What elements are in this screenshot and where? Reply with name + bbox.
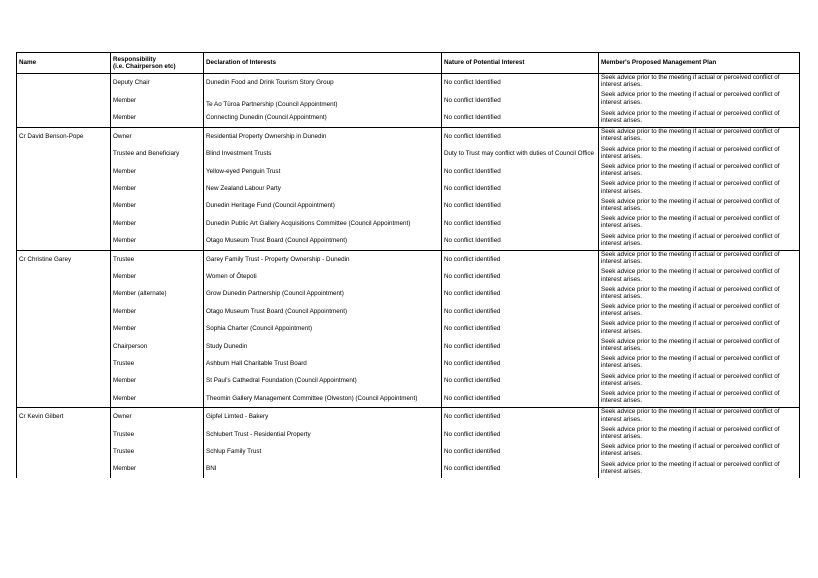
member-name bbox=[17, 233, 111, 251]
responsibility-cell: Member bbox=[111, 215, 204, 232]
management-plan-cell: Seek advice prior to the meeting if actual or perceived conflict of interest arises. bbox=[599, 91, 800, 109]
declaration-cell: Women of Ōtepoti bbox=[204, 268, 442, 285]
management-plan-cell: Seek advice prior to the meeting if actual or perceived conflict of interest arises. bbox=[599, 408, 800, 426]
table-row bbox=[17, 426, 800, 443]
table-row bbox=[17, 163, 800, 180]
member-name bbox=[17, 110, 111, 128]
responsibility-cell: Member bbox=[111, 180, 204, 197]
declaration-cell: Schlup Family Trust bbox=[204, 443, 442, 460]
declaration-cell: Dunedin Public Art Gallery Acquisitions Committee (Council Appointment) bbox=[204, 215, 442, 232]
nature-cell: No conflict identified bbox=[442, 426, 599, 443]
management-plan-cell: Seek advice prior to the meeting if actual or perceived conflict of interest arises. bbox=[599, 373, 800, 390]
header-nature: Nature of Potential Interest bbox=[442, 53, 599, 74]
declaration-cell: Grow Dunedin Partnership (Council Appointment) bbox=[204, 286, 442, 303]
nature-cell: No conflict Identified bbox=[442, 110, 599, 128]
declaration-cell: Ashburn Hall Charitable Trust Board bbox=[204, 355, 442, 372]
nature-cell: No conflict Identified bbox=[442, 163, 599, 180]
management-plan-cell: Seek advice prior to the meeting if actual or perceived conflict of interest arises. bbox=[599, 461, 800, 478]
management-plan-cell: Seek advice prior to the meeting if actual or perceived conflict of interest arises. bbox=[599, 215, 800, 232]
member-name: Cr Christine Garey bbox=[17, 250, 111, 268]
nature-cell: No conflict Identified bbox=[442, 233, 599, 251]
nature-cell: No conflict identified bbox=[442, 338, 599, 355]
member-name bbox=[17, 426, 111, 443]
management-plan-cell: Seek advice prior to the meeting if actual or perceived conflict of interest arises. bbox=[599, 198, 800, 215]
nature-cell: No conflict Identified bbox=[442, 128, 599, 146]
nature-cell: No conflict identified bbox=[442, 303, 599, 320]
table-row bbox=[17, 338, 800, 355]
declaration-cell: Study Dunedin bbox=[204, 338, 442, 355]
member-name bbox=[17, 180, 111, 197]
declaration-cell: Gipfel Limted - Bakery bbox=[204, 408, 442, 426]
member-name bbox=[17, 268, 111, 285]
member-name bbox=[17, 355, 111, 372]
management-plan-cell: Seek advice prior to the meeting if actual or perceived conflict of interest arises. bbox=[599, 426, 800, 443]
responsibility-cell: Member bbox=[111, 303, 204, 320]
nature-cell: No conflict identified bbox=[442, 286, 599, 303]
member-name bbox=[17, 461, 111, 478]
management-plan-cell: Seek advice prior to the meeting if actual or perceived conflict of interest arises. bbox=[599, 128, 800, 146]
declaration-cell: Blind Investment Trusts bbox=[204, 146, 442, 163]
header-name: Name bbox=[17, 53, 111, 74]
responsibility-cell: Member bbox=[111, 461, 204, 478]
declaration-cell: Dunedin Heritage Fund (Council Appointment) bbox=[204, 198, 442, 215]
responsibility-cell: Deputy Chair bbox=[111, 74, 204, 92]
management-plan-cell: Seek advice prior to the meeting if actual or perceived conflict of interest arises. bbox=[599, 286, 800, 303]
management-plan-cell: Seek advice prior to the meeting if actual or perceived conflict of interest arises. bbox=[599, 303, 800, 320]
table-row bbox=[17, 91, 800, 109]
nature-cell: No conflict Identified bbox=[442, 180, 599, 197]
responsibility-cell: Owner bbox=[111, 128, 204, 146]
interests-table bbox=[16, 52, 800, 478]
declaration-cell: Dunedin Food and Drink Tourism Story Group bbox=[204, 74, 442, 92]
management-plan-cell: Seek advice prior to the meeting if actual or perceived conflict of interest arises. bbox=[599, 320, 800, 337]
nature-cell: No conflict identified bbox=[442, 373, 599, 390]
table-row bbox=[17, 443, 800, 460]
declaration-cell: Otago Museum Trust Board (Council Appointment) bbox=[204, 303, 442, 320]
nature-cell: No conflict identified bbox=[442, 320, 599, 337]
nature-cell: No conflict Identified bbox=[442, 198, 599, 215]
nature-cell: No conflict identified bbox=[442, 408, 599, 426]
table-row bbox=[17, 408, 800, 426]
table-row bbox=[17, 233, 800, 251]
responsibility-cell: Member bbox=[111, 91, 204, 109]
responsibility-cell: Member bbox=[111, 390, 204, 408]
declaration-cell: New Zealand Labour Party bbox=[204, 180, 442, 197]
member-name bbox=[17, 163, 111, 180]
management-plan-cell: Seek advice prior to the meeting if actual or perceived conflict of interest arises. bbox=[599, 250, 800, 268]
table-row bbox=[17, 303, 800, 320]
member-name bbox=[17, 198, 111, 215]
table-row bbox=[17, 74, 800, 92]
responsibility-cell: Trustee bbox=[111, 426, 204, 443]
declaration-cell: Theomin Gallery Management Committee (Olveston) (Council Appointment) bbox=[204, 390, 442, 408]
member-name bbox=[17, 286, 111, 303]
member-name bbox=[17, 373, 111, 390]
header-responsibility-line1: Responsibility bbox=[113, 55, 157, 63]
declaration-cell: St Paul's Cathedral Foundation (Council Appointment) bbox=[204, 373, 442, 390]
header-declaration: Declaration of Interests bbox=[204, 53, 442, 74]
nature-cell: No conflict Identified bbox=[442, 74, 599, 92]
responsibility-cell: Trustee and Beneficiary bbox=[111, 146, 204, 163]
management-plan-cell: Seek advice prior to the meeting if actual or perceived conflict of interest arises. bbox=[599, 146, 800, 163]
management-plan-cell: Seek advice prior to the meeting if actual or perceived conflict of interest arises. bbox=[599, 390, 800, 408]
table-row bbox=[17, 320, 800, 337]
responsibility-cell: Chairperson bbox=[111, 338, 204, 355]
management-plan-cell: Seek advice prior to the meeting if actual or perceived conflict of interest arises. bbox=[599, 233, 800, 251]
member-name bbox=[17, 443, 111, 460]
declaration-cell: BNI bbox=[204, 461, 442, 478]
nature-cell: No conflict identified bbox=[442, 355, 599, 372]
declaration-cell: Schlubert Trust - Residential Property bbox=[204, 426, 442, 443]
table-row bbox=[17, 355, 800, 372]
declaration-cell: Residential Property Ownership in Dunedin bbox=[204, 128, 442, 146]
declaration-cell: Garey Family Trust - Property Ownership - Dunedin bbox=[204, 250, 442, 268]
nature-cell: No conflict identified bbox=[442, 461, 599, 478]
declaration-cell: Te Ao Tūroa Partnership (Council Appointment) bbox=[204, 91, 442, 109]
header-responsibility-line2: (i.e. Chairperson etc) bbox=[113, 63, 176, 70]
member-name bbox=[17, 74, 111, 92]
management-plan-cell: Seek advice prior to the meeting if actual or perceived conflict of interest arises. bbox=[599, 355, 800, 372]
nature-cell: No conflict Identified bbox=[442, 215, 599, 232]
declaration-cell: Sophia Charter (Council Appointment) bbox=[204, 320, 442, 337]
nature-cell: No conflict identified bbox=[442, 250, 599, 268]
member-name bbox=[17, 146, 111, 163]
table-row bbox=[17, 180, 800, 197]
responsibility-cell: Trustee bbox=[111, 355, 204, 372]
table-body bbox=[17, 74, 800, 478]
responsibility-cell: Member bbox=[111, 198, 204, 215]
management-plan-cell: Seek advice prior to the meeting if actual or perceived conflict of interest arises. bbox=[599, 180, 800, 197]
responsibility-cell: Member (alternate) bbox=[111, 286, 204, 303]
member-name bbox=[17, 390, 111, 408]
nature-cell: No conflict identified bbox=[442, 390, 599, 408]
table-row bbox=[17, 461, 800, 478]
management-plan-cell: Seek advice prior to the meeting if actual or perceived conflict of interest arises. bbox=[599, 110, 800, 128]
responsibility-cell: Member bbox=[111, 163, 204, 180]
responsibility-cell: Member bbox=[111, 110, 204, 128]
responsibility-cell: Member bbox=[111, 268, 204, 285]
table-row bbox=[17, 250, 800, 268]
member-name bbox=[17, 91, 111, 109]
table-row bbox=[17, 268, 800, 285]
member-name bbox=[17, 338, 111, 355]
member-name bbox=[17, 215, 111, 232]
table-row bbox=[17, 198, 800, 215]
table-row bbox=[17, 390, 800, 408]
responsibility-cell: Member bbox=[111, 233, 204, 251]
interests-register-sheet bbox=[16, 52, 799, 478]
header-responsibility bbox=[111, 53, 204, 74]
management-plan-cell: Seek advice prior to the meeting if actual or perceived conflict of interest arises. bbox=[599, 163, 800, 180]
table-header bbox=[17, 53, 800, 74]
management-plan-cell: Seek advice prior to the meeting if actual or perceived conflict of interest arises. bbox=[599, 443, 800, 460]
member-name bbox=[17, 320, 111, 337]
table-row bbox=[17, 286, 800, 303]
declaration-cell: Yellow-eyed Penguin Trust bbox=[204, 163, 442, 180]
member-name bbox=[17, 303, 111, 320]
header-plan: Member's Proposed Management Plan bbox=[599, 53, 800, 74]
responsibility-cell: Trustee bbox=[111, 250, 204, 268]
member-name: Cr Kevin Gilbert bbox=[17, 408, 111, 426]
nature-cell: No conflict identified bbox=[442, 268, 599, 285]
table-row bbox=[17, 146, 800, 163]
table-row bbox=[17, 373, 800, 390]
table-row bbox=[17, 128, 800, 146]
nature-cell: Duty to Trust may conflict with duties of Council Office bbox=[442, 146, 599, 163]
responsibility-cell: Member bbox=[111, 320, 204, 337]
declaration-cell: Connecting Dunedin (Council Appointment) bbox=[204, 110, 442, 128]
responsibility-cell: Owner bbox=[111, 408, 204, 426]
table-row bbox=[17, 215, 800, 232]
responsibility-cell: Trustee bbox=[111, 443, 204, 460]
responsibility-cell: Member bbox=[111, 373, 204, 390]
member-name: Cr David Benson-Pope bbox=[17, 128, 111, 146]
management-plan-cell: Seek advice prior to the meeting if actual or perceived conflict of interest arises. bbox=[599, 74, 800, 92]
table-row bbox=[17, 110, 800, 128]
declaration-cell: Otago Museum Trust Board (Council Appointment) bbox=[204, 233, 442, 251]
nature-cell: No conflict Identified bbox=[442, 91, 599, 109]
nature-cell: No conflict identified bbox=[442, 443, 599, 460]
management-plan-cell: Seek advice prior to the meeting if actual or perceived conflict of interest arises. bbox=[599, 338, 800, 355]
management-plan-cell: Seek advice prior to the meeting if actual or perceived conflict of interest arises. bbox=[599, 268, 800, 285]
